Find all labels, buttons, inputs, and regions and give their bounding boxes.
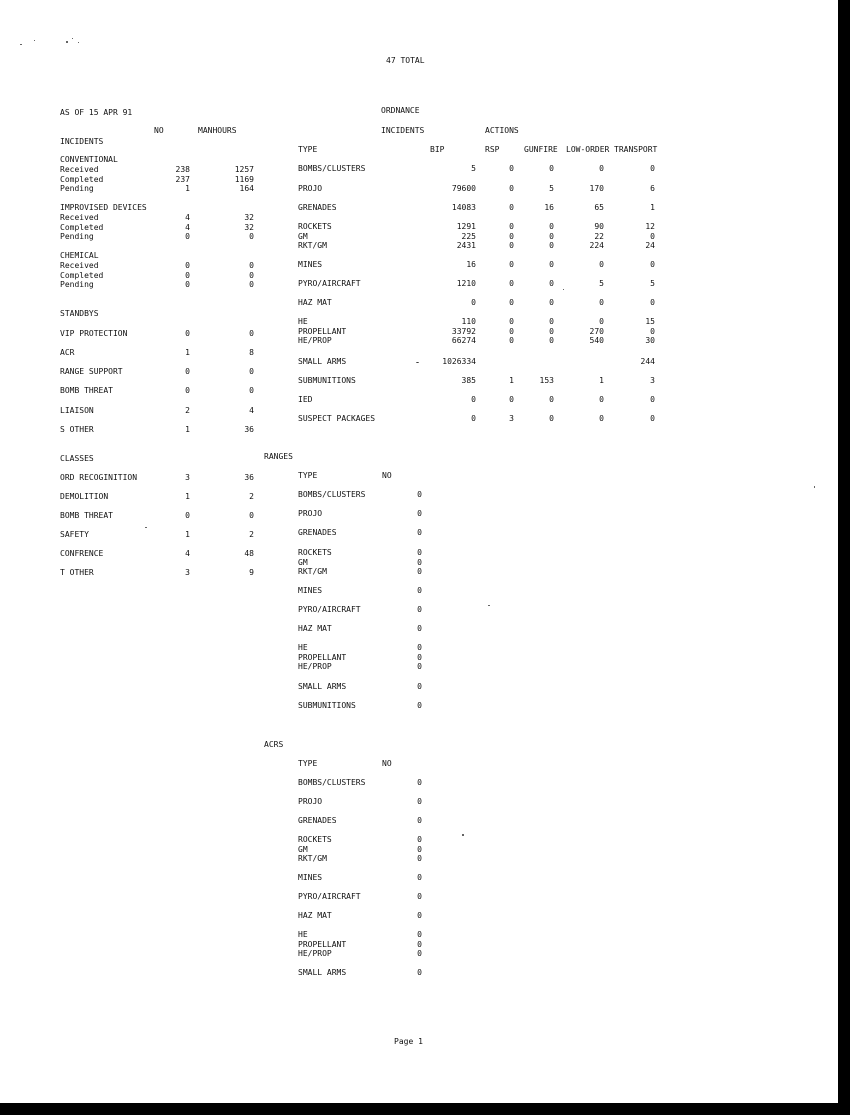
acrs-row-type: SMALL ARMS (298, 968, 347, 977)
ordnance-row-value: 16 (466, 260, 476, 269)
ordnance-row-value: 0 (509, 222, 514, 231)
ranges-row-type: ROCKETS (298, 548, 332, 557)
class-row-manhours: 0 (249, 511, 254, 520)
ranges-col-type: TYPE (298, 471, 318, 480)
class-row-label: T OTHER (60, 568, 94, 577)
incident-row-no: 4 (185, 222, 190, 232)
scan-speck (488, 605, 490, 606)
ordnance-row-value: 3 (650, 376, 655, 385)
acrs-row-no: 0 (417, 930, 422, 939)
ordnance-col-transport: TRANSPORT (614, 145, 658, 154)
ranges-row-type: PROPELLANT (298, 652, 347, 662)
ranges-row-type: SUBMUNITIONS (298, 701, 356, 710)
ordnance-row-value: 5 (471, 164, 476, 173)
acrs-col-type: TYPE (298, 759, 318, 768)
standby-row-manhours: 36 (244, 425, 254, 434)
acrs-row-type: GM (298, 844, 308, 854)
ordnance-row-type: IED (298, 395, 313, 404)
scan-speck (66, 41, 68, 43)
acrs-row-type: ROCKETS (298, 835, 332, 844)
incident-group-title: IMPROVISED DEVICES (60, 203, 147, 212)
ranges-row-no: 0 (417, 528, 422, 537)
ordnance-row-value: 0 (650, 395, 655, 404)
ordnance-row-value: 16 (544, 203, 554, 212)
classes-title: CLASSES (60, 454, 94, 463)
class-row-label: DEMOLITION (60, 492, 109, 501)
ranges-row-no: 0 (417, 548, 422, 557)
incident-row-no: 0 (185, 261, 190, 270)
incidents-col-manhours: MANHOURS (198, 126, 237, 135)
ordnance-row-type: PYRO/AIRCRAFT (298, 279, 361, 288)
class-row-no: 4 (185, 549, 190, 558)
header-total: 47 TOTAL (386, 56, 425, 65)
ordnance-row-value: 0 (599, 298, 604, 307)
standby-row-label: BOMB THREAT (60, 386, 113, 395)
incident-row-label: Received (60, 213, 99, 222)
ordnance-row-value: 0 (650, 260, 655, 269)
acrs-row-type: HAZ MAT (298, 911, 332, 920)
incident-row-label: Pending (60, 280, 94, 290)
as-of-date: AS OF 15 APR 91 (60, 108, 133, 117)
ordnance-row-value: 0 (599, 164, 604, 173)
ordnance-incidents-label: INCIDENTS (381, 126, 425, 135)
ordnance-row-value: 0 (509, 279, 514, 288)
scan-speck (72, 38, 73, 39)
ranges-row-no: 0 (417, 662, 422, 672)
acrs-row-type: PYRO/AIRCRAFT (298, 892, 361, 901)
ranges-row-no: 0 (417, 643, 422, 652)
ordnance-col-gunfire: GUNFIRE (524, 145, 558, 154)
scan-speck (416, 362, 419, 363)
acrs-row-no: 0 (417, 797, 422, 806)
standby-row-label: S OTHER (60, 425, 94, 434)
incident-row-label: Received (60, 261, 99, 270)
ordnance-row-type: RKT/GM (298, 241, 327, 251)
ordnance-row-value: 65 (594, 203, 604, 212)
scan-speck (78, 42, 79, 43)
ordnance-row-value: 0 (549, 326, 554, 336)
ordnance-title: ORDNANCE (381, 106, 420, 115)
ordnance-row-value: 1 (509, 376, 514, 385)
ranges-row-type: BOMBS/CLUSTERS (298, 490, 366, 499)
ordnance-row-value: 270 (589, 326, 604, 336)
ordnance-row-value: 0 (471, 298, 476, 307)
ranges-row-type: HE/PROP (298, 662, 332, 672)
ranges-row-no: 0 (417, 605, 422, 614)
ordnance-row-value: 0 (650, 414, 655, 423)
ordnance-row-value: 5 (650, 279, 655, 288)
ranges-row-type: PYRO/AIRCRAFT (298, 605, 361, 614)
standby-row-manhours: 0 (249, 367, 254, 376)
ordnance-col-rsp: RSP (485, 145, 500, 154)
incident-row-label: Received (60, 165, 99, 174)
ordnance-row-value: 1291 (456, 222, 476, 231)
ordnance-actions-label: ACTIONS (485, 126, 519, 135)
standby-row-no: 0 (185, 329, 190, 338)
ordnance-row-value: 0 (509, 241, 514, 251)
acrs-row-no: 0 (417, 939, 422, 949)
scan-speck (145, 527, 147, 528)
standby-row-manhours: 0 (249, 386, 254, 395)
ranges-col-no: NO (382, 471, 392, 480)
ordnance-row-value: 0 (549, 414, 554, 423)
standby-row-label: VIP PROTECTION (60, 329, 128, 338)
ordnance-row-value: 12 (645, 222, 655, 231)
ranges-row-no: 0 (417, 701, 422, 710)
standby-row-manhours: 0 (249, 329, 254, 338)
incident-row-manhours: 0 (249, 232, 254, 242)
ranges-row-type: PROJO (298, 509, 323, 518)
ordnance-row-type: HE/PROP (298, 336, 332, 346)
ordnance-row-type: SMALL ARMS (298, 357, 347, 366)
ordnance-row-value: 225 (461, 231, 476, 241)
ordnance-row-value: 66274 (451, 336, 476, 346)
standby-row-no: 2 (185, 406, 190, 415)
scan-speck (563, 289, 564, 290)
acrs-row-type: RKT/GM (298, 854, 327, 864)
class-row-no: 3 (185, 473, 190, 482)
incident-row-no: 237 (175, 174, 190, 184)
incidents-col-no: NO (154, 126, 164, 135)
incident-row-label: Pending (60, 184, 94, 194)
incident-row-no: 238 (175, 165, 190, 174)
ordnance-row-value: 0 (549, 241, 554, 251)
ordnance-row-value: 0 (549, 336, 554, 346)
incident-row-manhours: 32 (244, 213, 254, 222)
ordnance-row-value: 110 (461, 317, 476, 326)
page-number: Page 1 (394, 1037, 423, 1046)
acrs-row-no: 0 (417, 873, 422, 882)
ordnance-row-value: 0 (599, 395, 604, 404)
scan-speck (20, 44, 22, 45)
ordnance-row-value: 90 (594, 222, 604, 231)
ordnance-row-value: 0 (549, 164, 554, 173)
ranges-row-no: 0 (417, 682, 422, 691)
ordnance-row-value: 30 (645, 336, 655, 346)
ordnance-row-value: 0 (549, 317, 554, 326)
incident-row-manhours: 0 (249, 280, 254, 290)
acrs-row-no: 0 (417, 835, 422, 844)
ordnance-row-value: 5 (599, 279, 604, 288)
ranges-row-type: HE (298, 643, 308, 652)
ranges-row-no: 0 (417, 509, 422, 518)
ranges-row-type: SMALL ARMS (298, 682, 347, 691)
ordnance-col-bip: BIP (430, 145, 445, 154)
acrs-row-type: PROPELLANT (298, 939, 347, 949)
ranges-row-type: GRENADES (298, 528, 337, 537)
ordnance-row-value: 3 (509, 414, 514, 423)
ordnance-row-value: 0 (549, 222, 554, 231)
acrs-row-no: 0 (417, 892, 422, 901)
class-row-label: ORD RECOGINITION (60, 473, 138, 482)
standbys-title: STANDBYS (60, 309, 99, 318)
ranges-row-no: 0 (417, 490, 422, 499)
ordnance-row-value: 5 (549, 184, 554, 193)
ordnance-row-value: 170 (589, 184, 604, 193)
ordnance-row-value: 1210 (456, 279, 476, 288)
incident-group-title: CHEMICAL (60, 251, 99, 260)
class-row-manhours: 9 (249, 568, 254, 577)
ordnance-col-type: TYPE (298, 145, 318, 154)
acrs-row-no: 0 (417, 911, 422, 920)
incident-group-title: CONVENTIONAL (60, 155, 118, 164)
acrs-row-type: MINES (298, 873, 323, 882)
acrs-title: ACRS (264, 740, 284, 749)
acrs-row-no: 0 (417, 949, 422, 959)
class-row-no: 1 (185, 492, 190, 501)
class-row-manhours: 48 (244, 549, 254, 558)
ordnance-row-value: 0 (509, 298, 514, 307)
ranges-row-no: 0 (417, 652, 422, 662)
incident-row-no: 0 (185, 270, 190, 280)
ordnance-row-value: 0 (509, 260, 514, 269)
ordnance-row-value: 0 (509, 317, 514, 326)
ordnance-row-type: ROCKETS (298, 222, 332, 231)
class-row-manhours: 2 (249, 530, 254, 539)
ordnance-row-value: 0 (509, 203, 514, 212)
ranges-row-no: 0 (417, 567, 422, 577)
acrs-row-no: 0 (417, 844, 422, 854)
ordnance-row-type: MINES (298, 260, 323, 269)
ranges-row-type: RKT/GM (298, 567, 327, 577)
ordnance-row-value: 0 (549, 260, 554, 269)
ordnance-row-value: 0 (650, 326, 655, 336)
incident-row-no: 0 (185, 280, 190, 290)
ordnance-row-type: PROPELLANT (298, 326, 347, 336)
ordnance-row-value: 79600 (451, 184, 476, 193)
incident-row-manhours: 0 (249, 261, 254, 270)
ordnance-row-value: 0 (509, 326, 514, 336)
ordnance-row-value: 0 (509, 336, 514, 346)
ordnance-row-value: 385 (461, 376, 476, 385)
incident-row-label: Pending (60, 232, 94, 242)
acrs-row-type: PROJO (298, 797, 323, 806)
incident-row-label: Completed (60, 174, 104, 184)
incident-row-manhours: 164 (239, 184, 254, 194)
scan-speck (462, 834, 464, 836)
incidents-title: INCIDENTS (60, 137, 104, 146)
ordnance-row-value: 0 (549, 298, 554, 307)
ordnance-row-value: 0 (599, 317, 604, 326)
class-row-no: 0 (185, 511, 190, 520)
class-row-label: CONFRENCE (60, 549, 104, 558)
ordnance-row-value: 0 (471, 395, 476, 404)
ordnance-row-value: 0 (509, 164, 514, 173)
ordnance-row-value: 0 (509, 395, 514, 404)
ranges-row-no: 0 (417, 557, 422, 567)
ordnance-row-type: GRENADES (298, 203, 337, 212)
ordnance-row-type: SUSPECT PACKAGES (298, 414, 376, 423)
scan-speck (34, 40, 35, 41)
ordnance-row-value: 14083 (451, 203, 476, 212)
incident-row-label: Completed (60, 222, 104, 232)
incident-row-manhours: 1257 (234, 165, 254, 174)
acrs-row-no: 0 (417, 854, 422, 864)
ordnance-row-type: HAZ MAT (298, 298, 332, 307)
standby-row-label: LIAISON (60, 406, 94, 415)
ordnance-row-value: 244 (640, 357, 655, 366)
ordnance-row-value: 0 (599, 414, 604, 423)
standby-row-label: ACR (60, 348, 75, 357)
ordnance-row-value: 24 (645, 241, 655, 251)
incident-row-manhours: 0 (249, 270, 254, 280)
ordnance-row-value: 0 (549, 231, 554, 241)
acrs-row-type: GRENADES (298, 816, 337, 825)
standby-row-no: 1 (185, 425, 190, 434)
ordnance-row-type: SUBMUNITIONS (298, 376, 356, 385)
ordnance-row-value: 0 (650, 298, 655, 307)
standby-row-label: RANGE SUPPORT (60, 367, 123, 376)
ordnance-row-value: 0 (650, 231, 655, 241)
ordnance-row-value: 22 (594, 231, 604, 241)
class-row-manhours: 36 (244, 473, 254, 482)
class-row-label: SAFETY (60, 530, 89, 539)
ordnance-row-value: 33792 (451, 326, 476, 336)
standby-row-no: 0 (185, 367, 190, 376)
ordnance-row-type: PROJO (298, 184, 323, 193)
acrs-row-no: 0 (417, 778, 422, 787)
ordnance-row-value: 2431 (456, 241, 476, 251)
ranges-row-type: GM (298, 557, 308, 567)
scan-speck (814, 486, 815, 488)
class-row-no: 3 (185, 568, 190, 577)
ranges-row-type: HAZ MAT (298, 624, 332, 633)
ordnance-row-value: 6 (650, 184, 655, 193)
incident-row-label: Completed (60, 270, 104, 280)
ordnance-row-value: 153 (539, 376, 554, 385)
ordnance-col-low-order: LOW-ORDER (566, 145, 610, 154)
ordnance-row-type: BOMBS/CLUSTERS (298, 164, 366, 173)
ranges-title: RANGES (264, 452, 293, 461)
acrs-row-type: HE/PROP (298, 949, 332, 959)
ranges-row-type: MINES (298, 586, 323, 595)
ordnance-row-value: 0 (509, 184, 514, 193)
ordnance-row-type: HE (298, 317, 308, 326)
ranges-row-no: 0 (417, 586, 422, 595)
ordnance-row-value: 0 (599, 260, 604, 269)
standby-row-manhours: 4 (249, 406, 254, 415)
ordnance-row-value: 1026334 (442, 357, 476, 366)
acrs-col-no: NO (382, 759, 392, 768)
acrs-row-no: 0 (417, 816, 422, 825)
ordnance-row-value: 0 (471, 414, 476, 423)
acrs-row-type: BOMBS/CLUSTERS (298, 778, 366, 787)
ordnance-row-value: 1 (650, 203, 655, 212)
standby-row-no: 0 (185, 386, 190, 395)
class-row-manhours: 2 (249, 492, 254, 501)
ordnance-row-value: 224 (589, 241, 604, 251)
ordnance-row-value: 0 (549, 279, 554, 288)
acrs-row-type: HE (298, 930, 308, 939)
incident-row-manhours: 1169 (234, 174, 254, 184)
acrs-row-no: 0 (417, 968, 422, 977)
standby-row-no: 1 (185, 348, 190, 357)
incident-row-manhours: 32 (244, 222, 254, 232)
ordnance-row-value: 1 (599, 376, 604, 385)
ordnance-row-value: 15 (645, 317, 655, 326)
incident-row-no: 0 (185, 232, 190, 242)
ordnance-row-value: 0 (650, 164, 655, 173)
ordnance-row-type: GM (298, 231, 308, 241)
incident-row-no: 1 (185, 184, 190, 194)
ordnance-row-value: 0 (549, 395, 554, 404)
standby-row-manhours: 8 (249, 348, 254, 357)
ordnance-row-value: 0 (509, 231, 514, 241)
incident-row-no: 4 (185, 213, 190, 222)
class-row-no: 1 (185, 530, 190, 539)
ranges-row-no: 0 (417, 624, 422, 633)
ordnance-row-value: 540 (589, 336, 604, 346)
class-row-label: BOMB THREAT (60, 511, 113, 520)
